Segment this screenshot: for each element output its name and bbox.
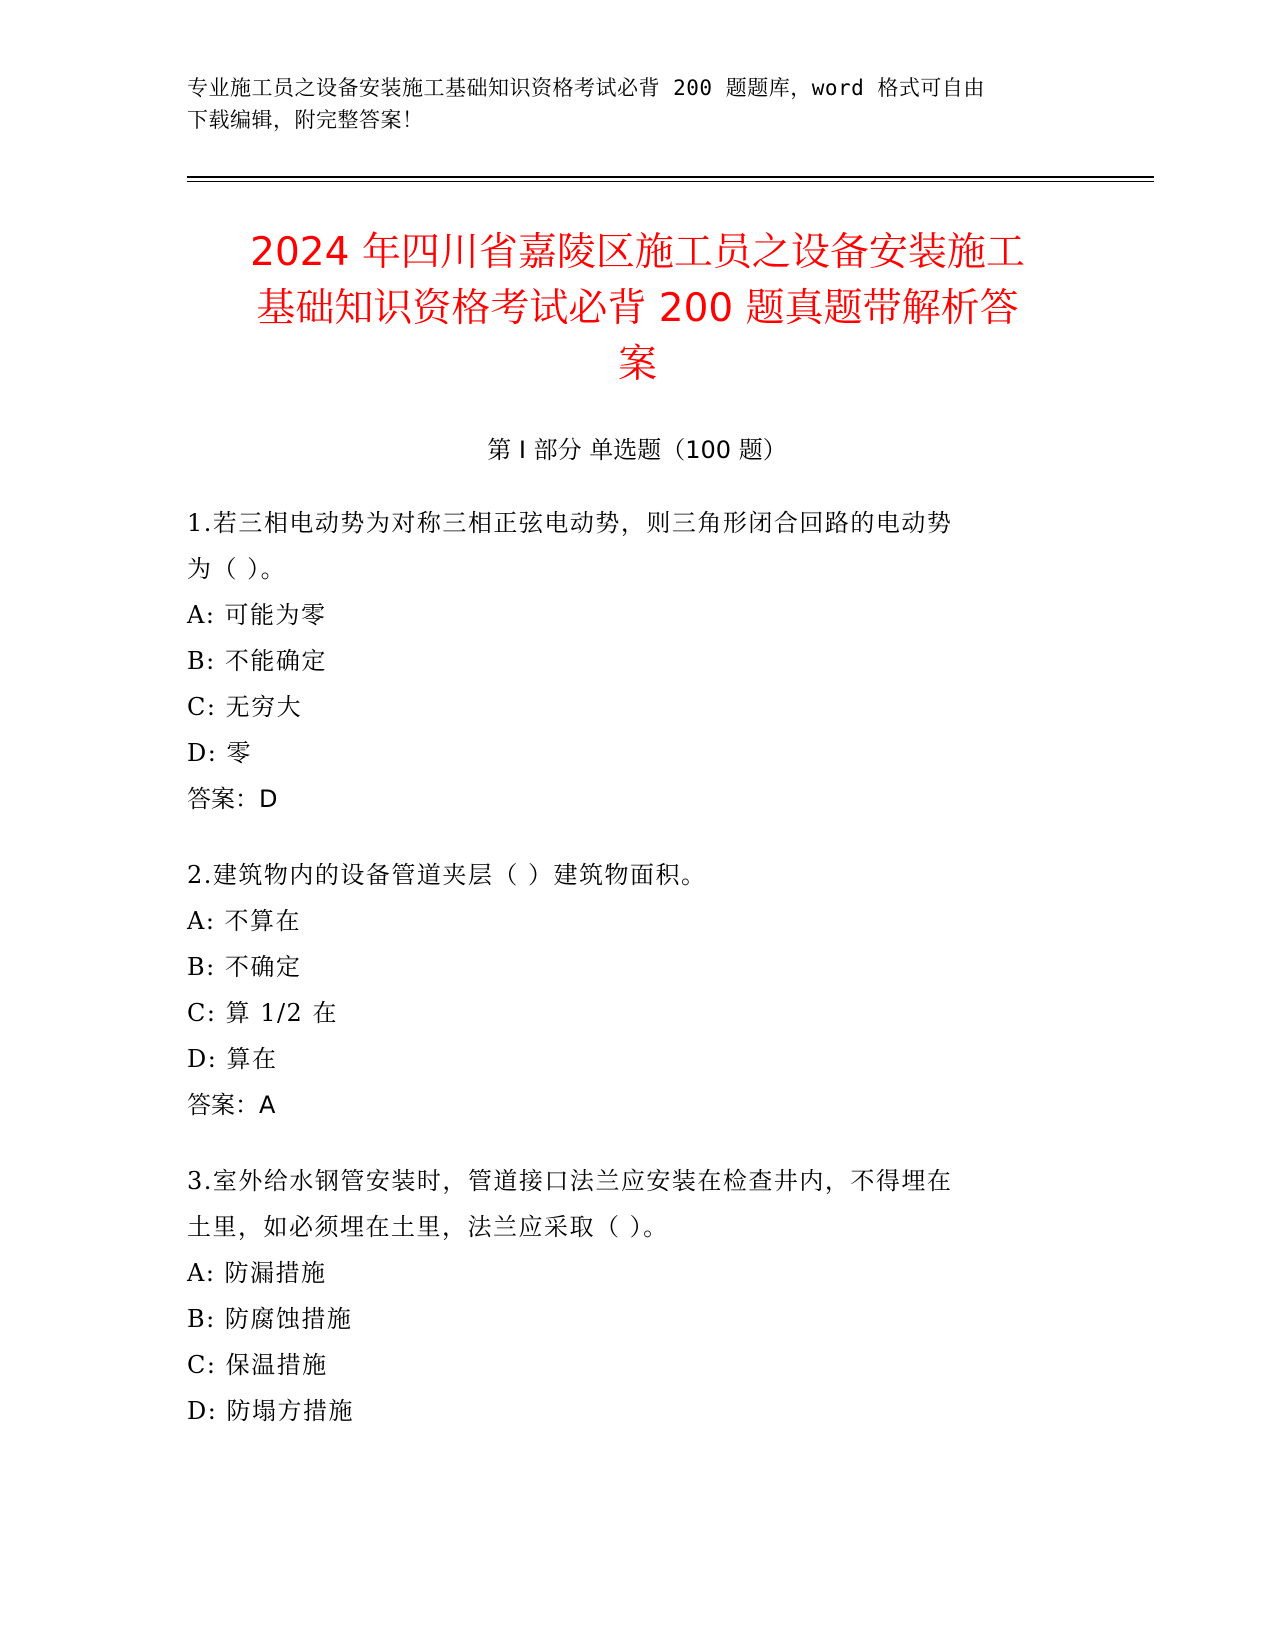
- option-d: D: 防塌方措施: [187, 1397, 354, 1425]
- question-stem: 2.建筑物内的设备管道夹层（ ）建筑物面积。: [187, 861, 707, 889]
- option-b: B: 防腐蚀措施: [187, 1305, 353, 1333]
- option-a: A: 不算在: [187, 907, 302, 935]
- question-1: [187, 500, 1067, 822]
- option-c: C: 无穷大: [187, 693, 303, 721]
- section-heading: 第 I 部分 单选题（100 题）: [487, 436, 787, 464]
- option-a: A: 可能为零: [187, 601, 327, 629]
- option-b: B: 不能确定: [187, 647, 327, 675]
- question-stem: 1.若三相电动势为对称三相正弦电动势，则三角形闭合回路的电动势: [187, 509, 953, 537]
- option-c: C: 保温措施: [187, 1351, 328, 1379]
- header-note-line-1: 专业施工员之设备安装施工基础知识资格考试必背 200 题题库，word 格式可自由: [187, 76, 985, 100]
- header-note-line-2: 下载编辑，附完整答案！: [187, 108, 424, 132]
- question-stem: 3.室外给水钢管安装时，管道接口法兰应安装在检查井内，不得埋在: [187, 1167, 953, 1195]
- title-line-1: 2024 年四川省嘉陵区施工员之设备安装施工: [250, 230, 1025, 275]
- answer: 答案：A: [187, 1091, 276, 1119]
- header-note: [187, 72, 1087, 136]
- document-title: [150, 225, 1125, 393]
- question-3: [187, 1158, 1067, 1434]
- answer: 答案：D: [187, 785, 278, 813]
- title-line-2: 基础知识资格考试必背 200 题真题带解析答: [256, 286, 1019, 331]
- header-rule-thin: [187, 181, 1154, 182]
- title-line-3: 案: [617, 342, 657, 387]
- question-2: [187, 852, 1067, 1128]
- option-c: C: 算 1/2 在: [187, 999, 338, 1027]
- question-stem-continued: 为（ ）。: [187, 555, 287, 583]
- question-stem-continued: 土里，如必须埋在土里，法兰应采取（ ）。: [187, 1213, 669, 1241]
- header-rule-thick: [187, 176, 1154, 178]
- option-a: A: 防漏措施: [187, 1259, 327, 1287]
- option-d: D: 零: [187, 739, 252, 767]
- option-d: D: 算在: [187, 1045, 278, 1073]
- option-b: B: 不确定: [187, 953, 302, 981]
